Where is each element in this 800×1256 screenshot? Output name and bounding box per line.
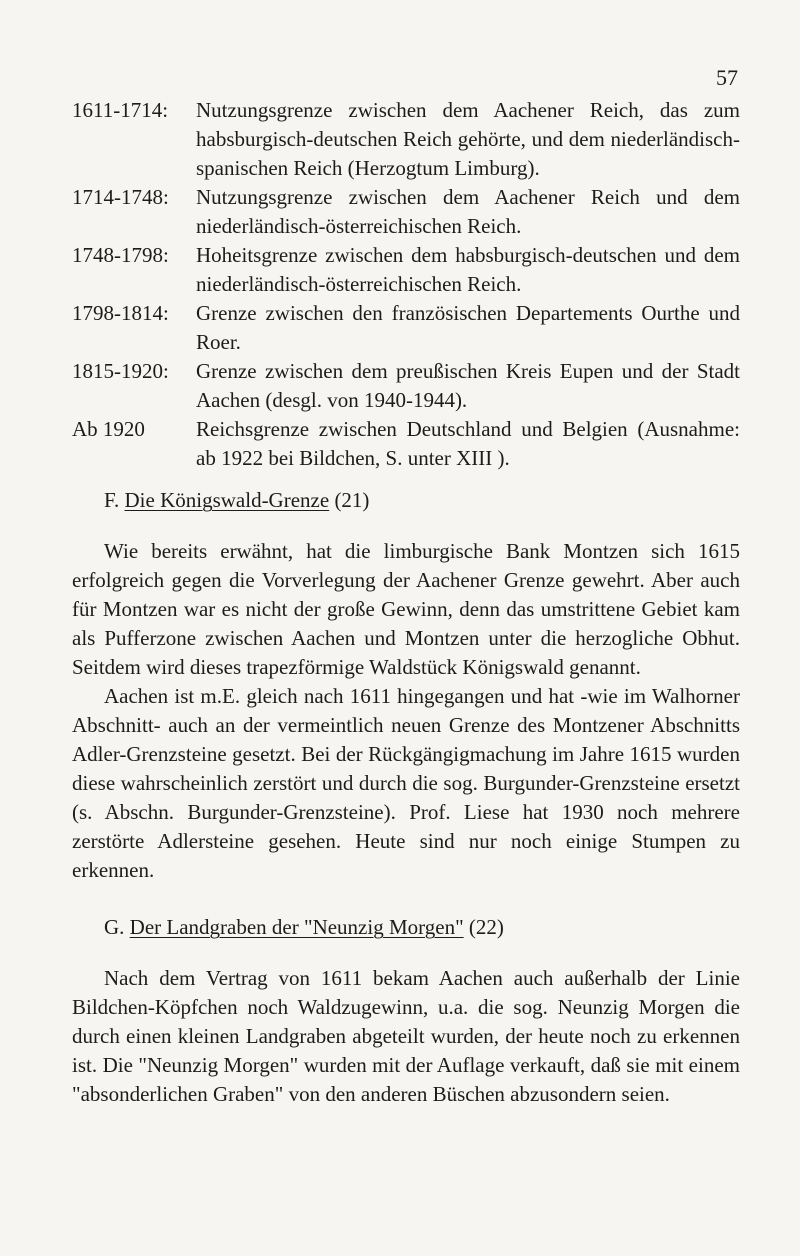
chronology-entry (72, 96, 740, 183)
section-title: Die Königswald-Grenze (124, 488, 330, 512)
chronology-description: Grenze zwischen dem preußischen Kreis Eupen und der Stadt Aachen (desgl. von 1940-1944). (196, 359, 740, 412)
body-paragraph: Wie bereits erwähnt, hat die limburgische Bank Montzen sich 1615 erfolgreich gegen die Vorverlegung der Aachener Grenze gewehrt. Aber auch für Montzen war es nicht der große Gewinn, denn das umstrittene Gebiet kam als Pufferzone zwischen Aachen und Montzen unter die herzogliche Obhut. Seitdem wird dieses trapezförmige Waldstück Königswald genannt. (72, 539, 740, 679)
chronology-period: 1748-1798: (72, 243, 169, 267)
chronology-entry (72, 241, 740, 299)
section-letter: F. (104, 488, 120, 512)
chronology-description: Nutzungsgrenze zwischen dem Aachener Reich und dem niederländisch-österreichischen Reich. (196, 185, 740, 238)
body-paragraph: Aachen ist m.E. gleich nach 1611 hingegangen und hat -wie im Walhorner Abschnitt- auch an der vermeintlich neuen Grenze des Montzener Abschnitts Adler-Grenzsteine gesetzt. Bei der Rückgängigmachung im Jahre 1615 wurden diese wahrscheinlich zerstört und durch die sog. Burgunder-Grenzsteine ersetzt (s. Abschn. Burgunder-Grenzsteine). Prof. Liese hat 1930 noch mehrere zerstörte Adlersteine gesehen. Heute sind nur noch einige Stumpen zu erkennen. (72, 684, 740, 882)
page-number: 57 (716, 65, 738, 90)
body-paragraph: Nach dem Vertrag von 1611 bekam Aachen auch außerhalb der Linie Bildchen-Köpfchen noch Waldzugewinn, u.a. die sog. Neunzig Morgen die durch einen kleinen Landgraben abgeteilt wurden, der heute noch zu erkennen ist. Die "Neunzig Morgen" wurden mit der Auflage verkauft, daß sie mit einem "absonderlichen Graben" von den anderen Büschen abzusondern seien. (72, 966, 740, 1106)
chronology-entry (72, 415, 740, 473)
chronology-period: 1714-1748: (72, 185, 169, 209)
section-title: Der Landgraben der "Neunzig Morgen" (129, 915, 464, 939)
chronology-period: Ab 1920 (72, 417, 145, 441)
section-koenigswald-grenze (72, 486, 740, 885)
chronology-description: Grenze zwischen den französischen Departements Ourthe und Roer. (196, 301, 740, 354)
section-letter: G. (104, 915, 125, 939)
chronology-period: 1815-1920: (72, 359, 169, 383)
chronology-description: Reichsgrenze zwischen Deutschland und Belgien (Ausnahme: ab 1922 bei Bildchen, S. unter XIII ). (196, 417, 740, 470)
section-landgraben-neunzig-morgen (72, 913, 740, 1109)
chronology-period: 1798-1814: (72, 301, 169, 325)
chronology-entry (72, 299, 740, 357)
chronology-description: Hoheitsgrenze zwischen dem habsburgisch-deutschen und dem niederländisch-österreichischen Reich. (196, 243, 740, 296)
chronology-entry (72, 357, 740, 415)
section-heading (72, 486, 740, 515)
chronology-period: 1611-1714: (72, 98, 169, 122)
chronology-description: Nutzungsgrenze zwischen dem Aachener Reich, das zum habsburgisch-deutschen Reich gehörte, und dem niederländisch-spanischen Reich (Herzogtum Limburg). (196, 98, 740, 180)
border-chronology (72, 96, 740, 473)
footnote-reference: (21) (334, 488, 370, 512)
chronology-entry (72, 183, 740, 241)
section-heading (72, 913, 740, 942)
footnote-reference: (22) (468, 915, 504, 939)
